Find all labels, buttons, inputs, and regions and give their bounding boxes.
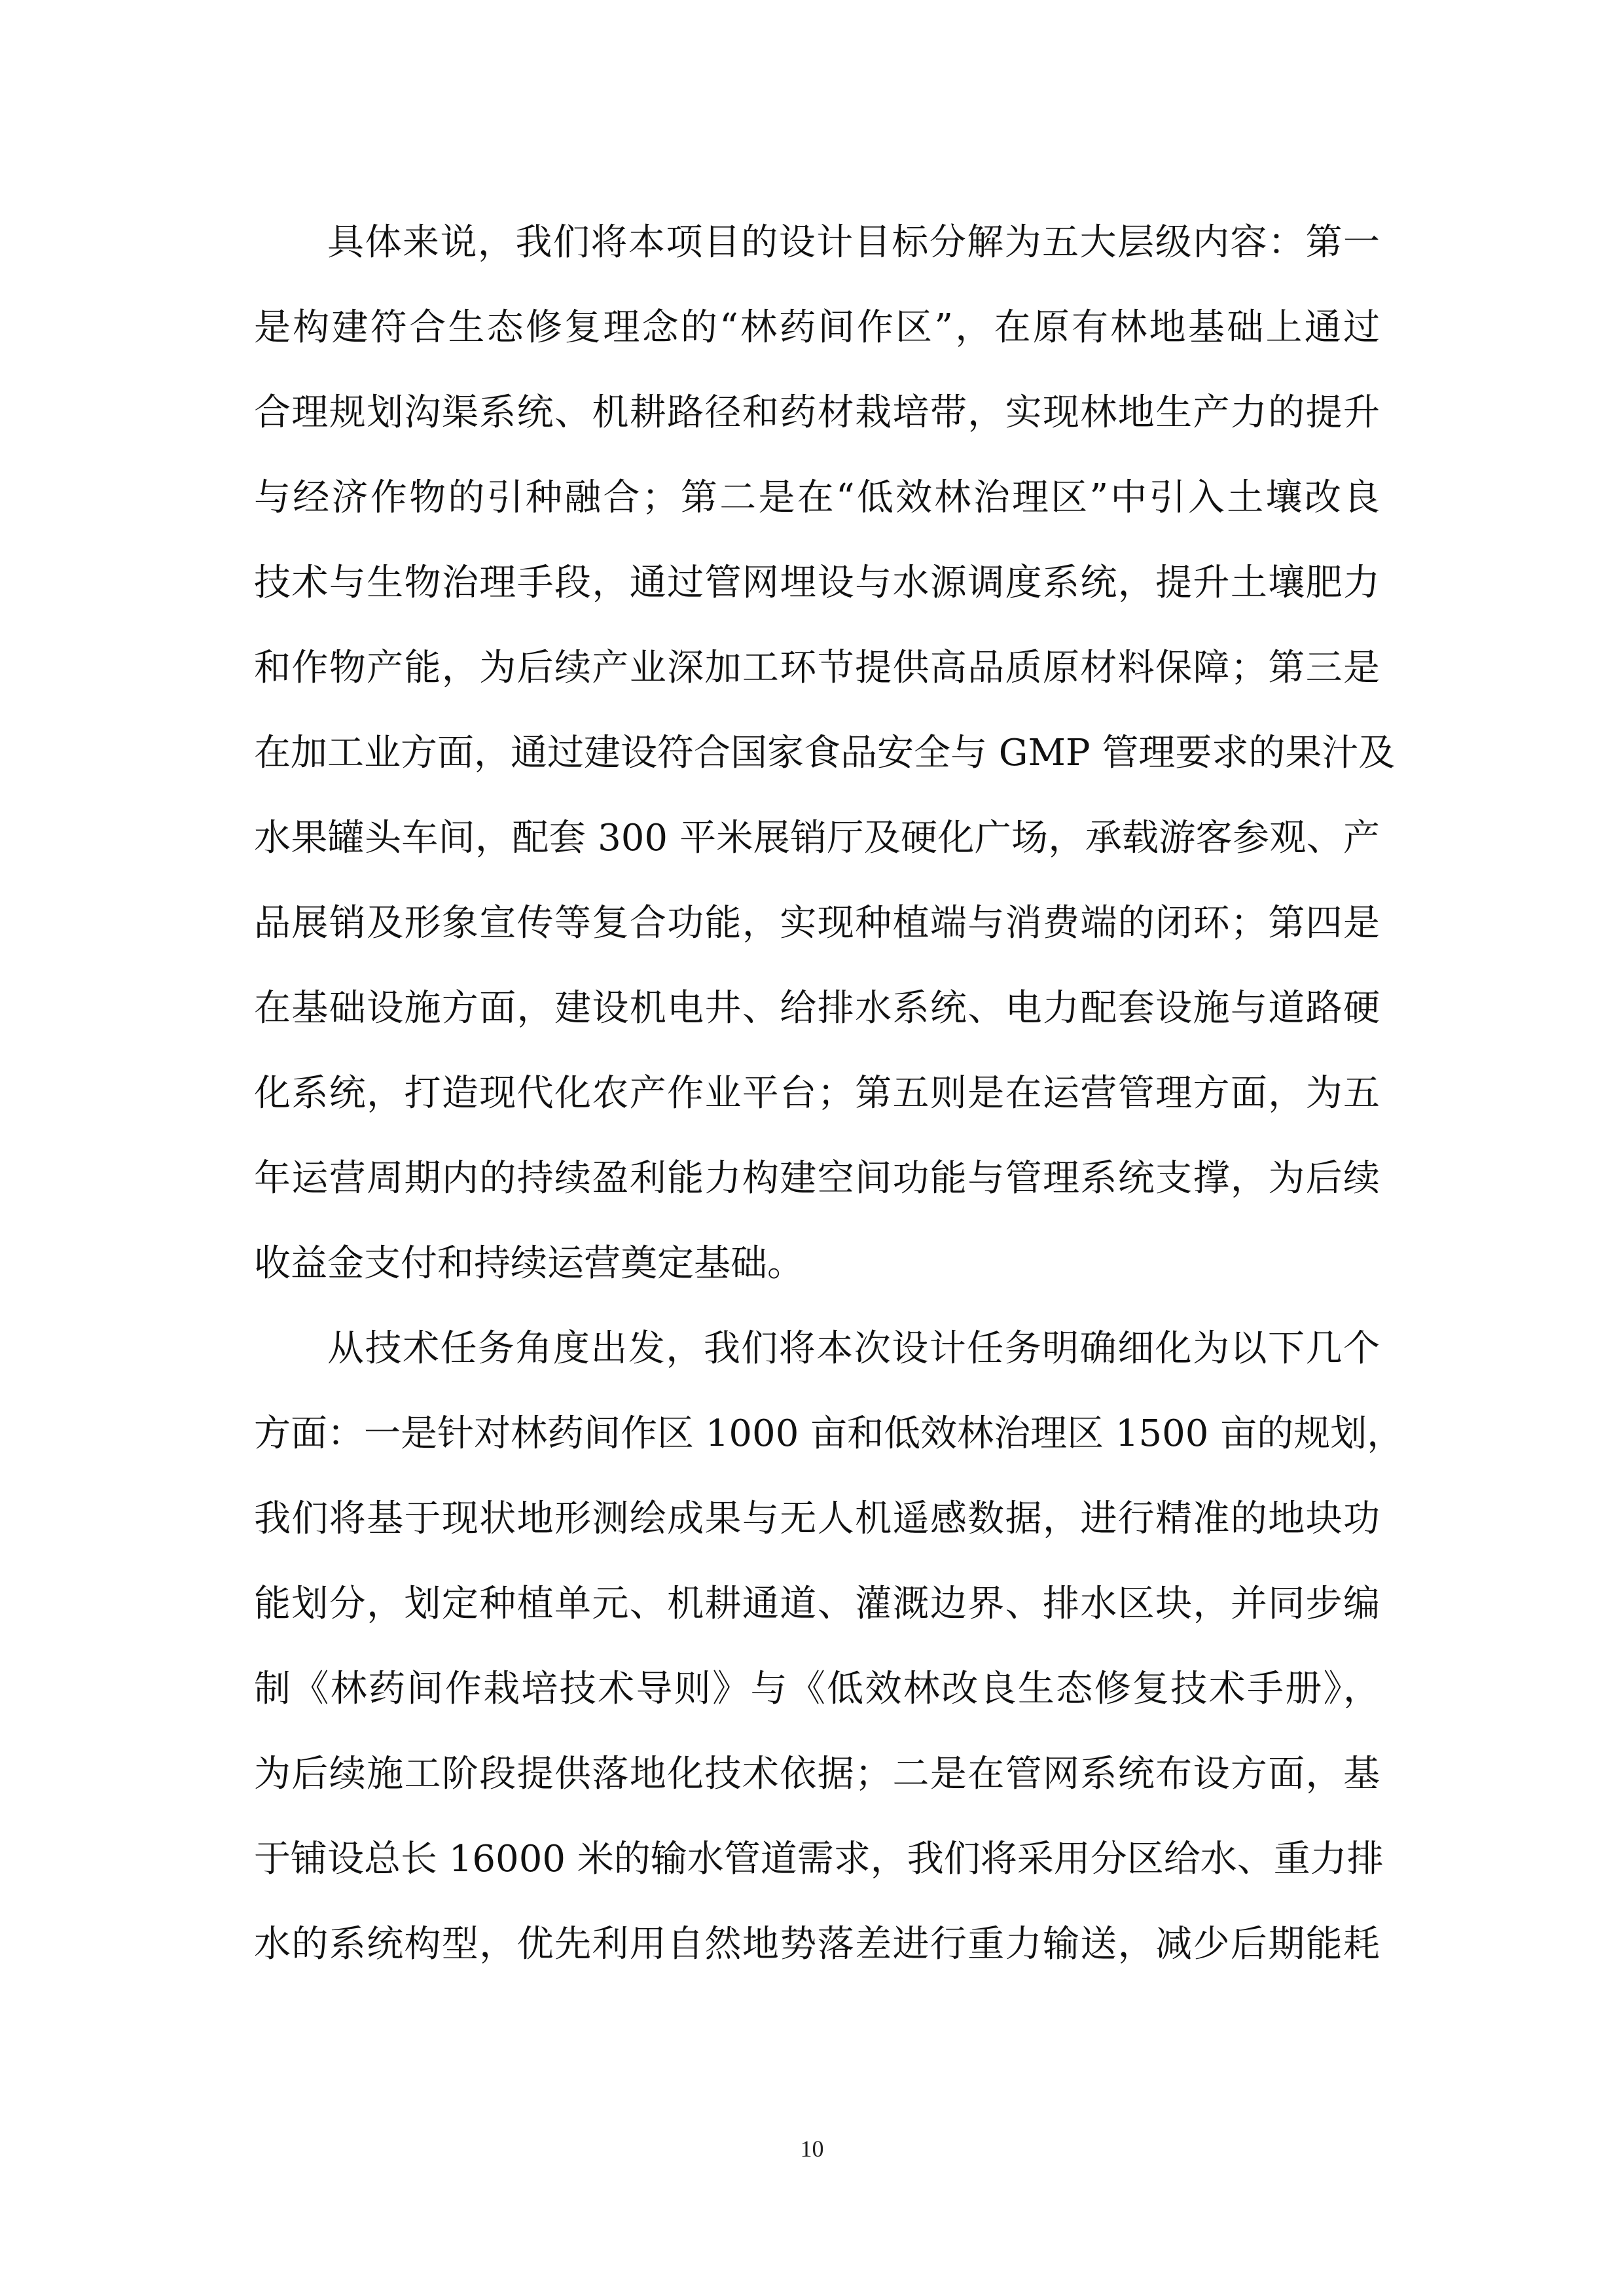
text-line: 为后续施工阶段提供落地化技术依据；二是在管网系统布设方面，基 (254, 1753, 1380, 1795)
text-line: 化系统，打造现代化农产作业平台；第五则是在运营管理方面，为五 (254, 1072, 1380, 1115)
text-line: 是构建符合生态修复理念的“林药间作区”，在原有林地基础上通过 (254, 306, 1380, 349)
body-text (254, 200, 1404, 1987)
text-line: 收益金支付和持续运营奠定基础。 (254, 1242, 804, 1285)
text-line: 年运营周期内的持续盈利能力构建空间功能与管理系统支撑，为后续 (254, 1157, 1380, 1200)
text-line: 在加工业方面，通过建设符合国家食品安全与 GMP 管理要求的果汁及 (254, 732, 1396, 774)
text-line: 我们将基于现状地形测绘成果与无人机遥感数据，进行精准的地块功 (254, 1498, 1380, 1540)
text-line: 与经济作物的引种融合；第二是在“低效林治理区”中引入土壤改良 (254, 476, 1380, 519)
text-line: 能划分，划定种植单元、机耕通道、灌溉边界、排水区块，并同步编 (254, 1583, 1380, 1625)
text-line: 和作物产能，为后续产业深加工环节提供高品质原材料保障；第三是 (254, 647, 1380, 689)
text-line: 从技术任务角度出发，我们将本次设计任务明确细化为以下几个 (327, 1327, 1380, 1370)
text-line: 品展销及形象宣传等复合功能，实现种植端与消费端的闭环；第四是 (254, 902, 1380, 944)
text-line: 制《林药间作栽培技术导则》与《低效林改良生态修复技术手册》， (254, 1668, 1380, 1710)
text-line: 于铺设总长 16000 米的输水管道需求，我们将采用分区给水、重力排 (254, 1838, 1384, 1880)
text-line: 水的系统构型，优先利用自然地势落差进行重力输送，减少后期能耗 (254, 1923, 1380, 1965)
paragraph (254, 200, 1396, 1306)
text-line: 技术与生物治理手段，通过管网埋设与水源调度系统，提升土壤肥力 (254, 562, 1380, 604)
text-line: 合理规划沟渠系统、机耕路径和药材栽培带，实现林地生产力的提升 (254, 391, 1380, 434)
page-number: 10 (800, 2136, 824, 2162)
text-line: 方面：一是针对林药间作区 1000 亩和低效林治理区 1500 亩的规划， (254, 1412, 1404, 1455)
text-line: 在基础设施方面，建设机电井、给排水系统、电力配套设施与道路硬 (254, 987, 1380, 1030)
text-line: 具体来说，我们将本项目的设计目标分解为五大层级内容：第一 (327, 221, 1380, 264)
text-line: 水果罐头车间，配套 300 平米展销厅及硬化广场，承载游客参观、产 (254, 817, 1380, 859)
paragraph (254, 1306, 1404, 1987)
